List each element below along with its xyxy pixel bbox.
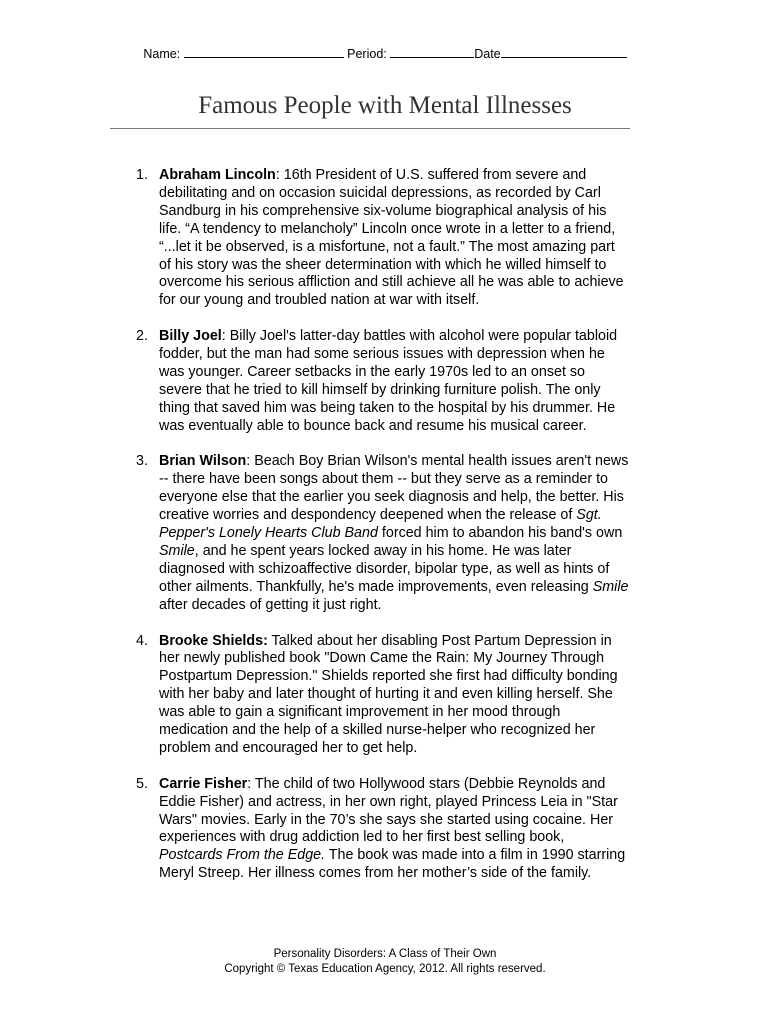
text-line: Beach Boy Brian Wilson's mental health issues aren't news	[250, 453, 629, 470]
text-line: Talked about her disabling Post Partum Depression in	[267, 632, 612, 649]
text-line: with her baby and later thought of hurting it and even killing herself. She	[159, 686, 613, 703]
person-name: Billy Joel	[159, 328, 222, 345]
text-line: Sandburg in his comprehensive six-volume biographical analysis of his	[159, 202, 607, 219]
text-line: severe that he tried to kill himself by drinking furniture polish. The only	[159, 381, 601, 398]
text-line: was able to gain a significant improvement in her mood through	[159, 704, 561, 721]
text-line: Billy Joel's latter-day battles with alcohol were popular tabloid	[225, 328, 618, 345]
text-line: The child of two Hollywood stars (Debbie Reynolds and	[251, 775, 606, 792]
page-footer	[0, 947, 770, 977]
date-label: Date	[474, 47, 501, 61]
footer-course-title: Personality Disorders: A Class of Their Own	[273, 948, 497, 960]
text-line: debilitating and on occasion suicidal depressions, as recorded by Carl	[159, 184, 601, 201]
name-separator: :	[246, 453, 251, 470]
item-number: 4.	[136, 632, 148, 649]
text-line: for our young and troubled nation at war with itself.	[159, 292, 480, 309]
period-label: Period:	[347, 47, 387, 61]
text-line: “...let it be observed, is a misfortune, not a fault.” The most amazing part	[159, 238, 615, 255]
album-title: Pepper's Lonely Hearts Club Band	[159, 525, 378, 542]
date-field[interactable]	[501, 46, 627, 58]
name-label: Name:	[143, 47, 181, 61]
person-name: Brian Wilson	[159, 453, 247, 470]
album-title: Sgt.	[576, 507, 602, 524]
text-line: overcome his serious affliction and still achieve all he was able to achieve	[159, 274, 624, 291]
text-line: medication and the help of a skilled nurse-helper who recognized her	[159, 722, 596, 739]
name-field[interactable]	[184, 46, 344, 58]
text-line: other ailments. Thankfully, he's made improvements, even releasing	[159, 578, 593, 595]
text-line: was younger. Career setbacks in the early 1970s led to an onset so	[159, 363, 585, 380]
name-separator: :	[247, 775, 252, 792]
text-line: The book was made into a film in 1990 starring	[325, 847, 626, 864]
text-line: Meryl Streep. Her illness comes from her mother’s side of the family.	[159, 865, 592, 882]
person-name: Carrie Fisher	[159, 775, 248, 792]
text-line: 16th President of U.S. suffered from severe and	[279, 167, 587, 183]
text-line: -- there have been songs about them -- but they serve as a reminder to	[159, 471, 609, 488]
list-item-brooke-shields	[110, 633, 670, 758]
period-field[interactable]	[390, 46, 474, 58]
text-line: fodder, but the man had some serious issues with depression when he	[159, 346, 605, 363]
text-line: everyone else that the earlier you seek diagnosis and help, the better. His	[159, 489, 624, 506]
list-item-billy-joel	[110, 328, 670, 435]
text-line: creative worries and despondency deepened when the release of	[159, 507, 577, 524]
footer-copyright: Copyright © Texas Education Agency, 2012. All rights reserved.	[224, 963, 546, 975]
album-title: Smile	[592, 578, 629, 595]
text-line: after decades of getting it just right.	[159, 596, 382, 613]
item-number: 5.	[136, 775, 148, 792]
list-item-carrie-fisher	[110, 776, 670, 883]
page-title: Famous People with Mental Illnesses	[198, 92, 572, 119]
text-line: forced him to abandon his band's own	[381, 525, 623, 542]
book-title: Postcards From the Edge.	[159, 847, 326, 864]
album-title: Smile	[159, 543, 195, 559]
text-line: diagnosed with schizoaffective disorder, bipolar type, as well as hints of	[159, 560, 610, 577]
item-number: 1.	[136, 167, 148, 183]
text-line: , and he spent years locked away in his home. He was later	[194, 543, 572, 559]
item-number: 3.	[136, 453, 148, 470]
name-separator: :	[221, 328, 226, 345]
list-item-brian-wilson	[110, 453, 670, 614]
student-info-header	[0, 46, 770, 61]
person-name: Abraham Lincoln	[159, 167, 276, 183]
text-line: experiences with drug addiction led to her first best selling book,	[159, 829, 565, 846]
people-list	[110, 167, 670, 883]
text-line: of his story was the sheer determination with which he willed himself to	[159, 256, 607, 273]
text-line: problem and encouraged her to get help.	[159, 739, 418, 756]
text-line: Eddie Fisher) and actress, in her own right, played Princess Leia in "Star	[159, 793, 618, 810]
text-line: thing that saved him was being taken to the hospital by his drummer. He	[159, 399, 616, 416]
text-line: was eventually able to bounce back and resume his musical career.	[159, 417, 587, 434]
text-line: life. “A tendency to melancholy” Lincoln once wrote in a letter to a friend,	[159, 220, 616, 237]
list-item-abraham-lincoln	[110, 167, 670, 310]
title-divider	[110, 128, 630, 129]
text-line: Wars" movies. Early in the 70’s she says she started using cocaine. Her	[159, 811, 614, 828]
person-name: Brooke Shields:	[159, 632, 268, 649]
name-separator: :	[275, 167, 280, 183]
item-number: 2.	[136, 328, 148, 345]
text-line: Postpartum Depression." Shields reported she first had difficulty bonding	[159, 668, 618, 685]
text-line: her newly published book "Down Came the Rain: My Journey Through	[159, 650, 605, 667]
